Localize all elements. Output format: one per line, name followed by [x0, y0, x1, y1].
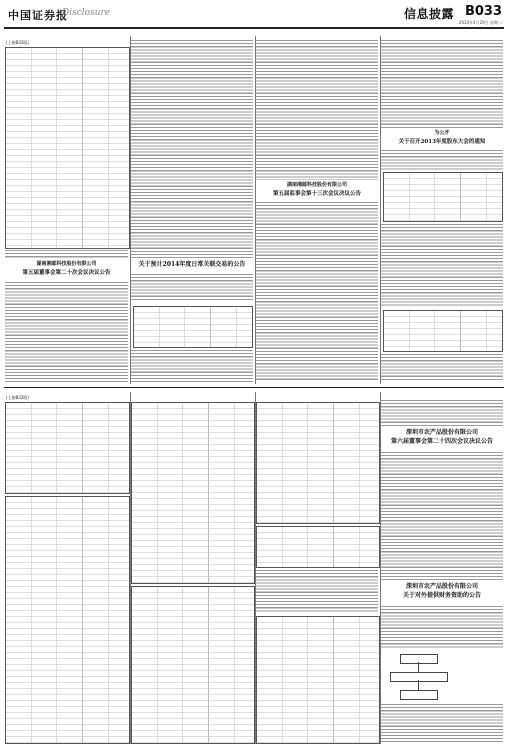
- bottom-table-label: (上接B32版): [6, 395, 29, 400]
- top-table-label: (上接B32版): [6, 40, 29, 45]
- ann6-company: 深圳市农产品股份有限公司: [405, 583, 478, 590]
- page-divider: [4, 387, 504, 388]
- ann6-body-2: [381, 704, 503, 742]
- ann1-body: [5, 282, 128, 382]
- bottom-table-1: [5, 402, 130, 494]
- ann2-body: [131, 274, 253, 302]
- ann5-title: 第六届董事会第二十四次会议决议公告: [390, 438, 493, 445]
- ann3-body: [256, 202, 378, 382]
- bottom-table-5: [256, 402, 380, 524]
- col3-body-text: [256, 40, 378, 180]
- ann4-company: 为公开: [434, 130, 450, 136]
- bottom-col3-text: [256, 570, 378, 612]
- disclosure-label: Disclosure: [62, 8, 111, 18]
- ann5-body: [381, 452, 503, 580]
- bottom-table-6: [256, 526, 380, 568]
- page-number: B033: [464, 4, 502, 19]
- ann1-title: 第五届董事会第二十次会议决议公告: [22, 270, 111, 276]
- org-chart-box-bottom: [400, 690, 438, 700]
- newspaper-logo: 中国证券报: [8, 9, 68, 22]
- ann1-company: 湖南湘邮科技股份有限公司: [36, 261, 97, 267]
- top-table-notes: [5, 250, 128, 258]
- col2-body-text: [131, 40, 253, 258]
- bottom-table-7: [256, 616, 380, 744]
- ann4-title: 关于召开2013年度股东大会的通知: [398, 139, 486, 145]
- ann3-company: 湖南湘邮科技股份有限公司: [286, 182, 347, 188]
- ann3-title: 第五届监事会第十三次会议决议公告: [272, 191, 361, 197]
- bottom-table-2: [5, 496, 130, 744]
- header-rule: [4, 27, 504, 29]
- bottom-table-3: [131, 402, 255, 584]
- section-title: 信息披露: [404, 7, 455, 21]
- org-chart-box-middle: [390, 672, 448, 682]
- ann6-body: [381, 606, 503, 648]
- ann4-body: [381, 150, 503, 170]
- top-financial-table: [5, 47, 130, 249]
- ann2-body-2: [131, 350, 253, 382]
- ann5-company: 深圳市农产品股份有限公司: [405, 429, 478, 436]
- ann4-body-3: [381, 354, 503, 382]
- ann5-header-text: [381, 400, 503, 426]
- ann4-agenda-table: [383, 172, 503, 222]
- ann4-body-2: [381, 224, 503, 306]
- ann2-table: [133, 306, 253, 348]
- issue-date: 2014年4月29日 星期二: [458, 20, 502, 25]
- bottom-table-4: [131, 586, 255, 744]
- ann4-proxy-table: [383, 310, 503, 352]
- page-header: [0, 0, 508, 26]
- ann2-title: 关于预计2014年度日常关联交易的公告: [138, 261, 246, 268]
- ann6-title: 关于对外提供财务资助的公告: [402, 592, 481, 599]
- col4-body-text: [381, 40, 503, 128]
- org-chart-box-top: [400, 654, 438, 664]
